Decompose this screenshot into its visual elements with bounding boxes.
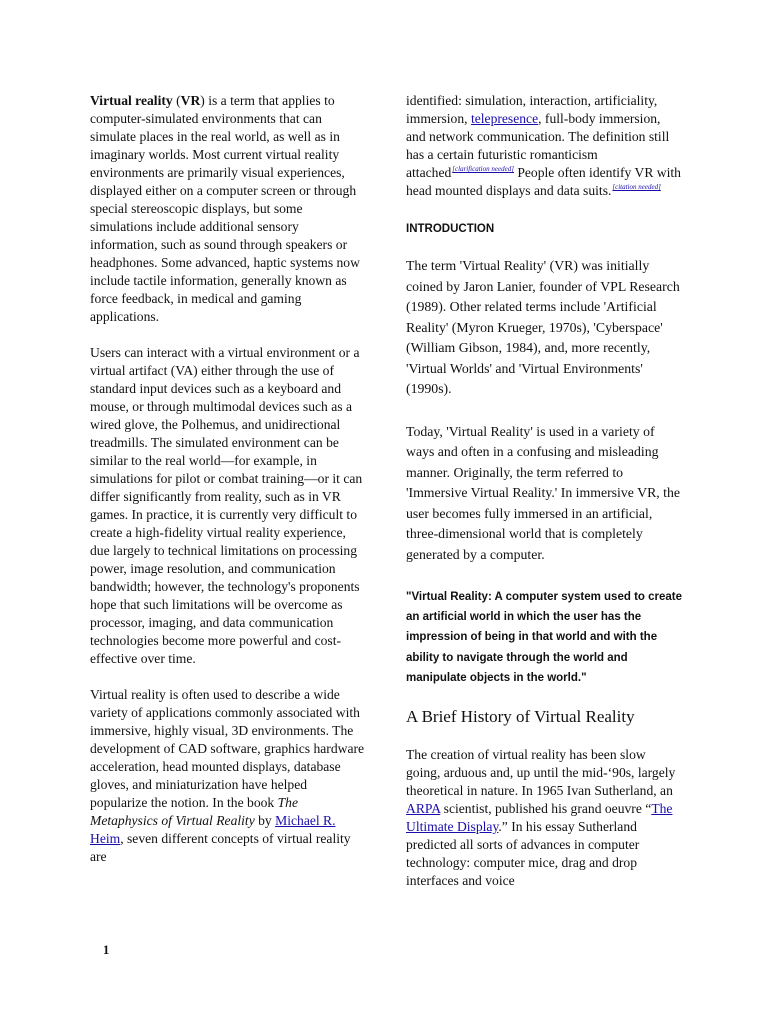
concepts-text-3: People often identify VR with head mounted displays and data suits. <box>406 165 681 198</box>
arpa-link[interactable]: ARPA <box>406 801 441 817</box>
telepresence-link[interactable]: telepresence <box>470 111 539 126</box>
term-bold: Virtual reality <box>90 93 173 108</box>
history-text-2: scientist, published his grand oeuvre “ <box>440 801 652 817</box>
applications-paragraph <box>90 686 366 866</box>
concepts-text-2: , full-body immersion, and network communication. The definition still has a certain futuristic romanticism attached <box>406 111 670 180</box>
concepts-text: identified: simulation, interaction, artificiality, immersion, <box>406 93 658 126</box>
concepts-paragraph <box>406 92 682 200</box>
vr-quote: "Virtual Reality: A computer system used to create an artificial world in which the user has the impression of being in that world and with the ability to navigate through the world and manipulate objects in the world." <box>406 591 683 684</box>
paren-open: ( <box>172 93 181 108</box>
author-link[interactable]: Michael R. Heim <box>90 813 336 846</box>
right-column <box>406 92 682 908</box>
vr-definition-paragraph <box>90 92 366 326</box>
history-text: The creation of virtual reality has been slow going, arduous and, up until the mid-‘90s, largely theoretical in nature. In 1965 Ivan Sutherland, an <box>406 747 676 799</box>
history-text-3: .” In his essay Sutherland predicted all sorts of advances in computer technology: computer mice, drag and drop interfaces and voice <box>406 819 640 889</box>
interaction-paragraph: Users can interact with a virtual environment or a virtual artifact (VA) either through the use of standard input devices such as a keyboard and mouse, or through multimodal devices such as a wired glove, the Polhemus, and unidirectional treadmills. The simulated environment can be similar to the real world—for example, in simulations for pilot or combat training—or it can differ significantly from reality, such as in VR games. In practice, it is currently very difficult to create a high-fidelity virtual reality experience, due largely to technical limitations on processing power, image resolution, and communication bandwidth; however, the technology's proponents hope that such limitations will be overcome as processor, imaging, and data communication technologies become more powerful and cost-effective over time. <box>90 345 363 666</box>
today-usage-paragraph: Today, 'Virtual Reality' is used in a variety of ways and often in a confusing and misleading manner. Originally, the term referred to 'Immersive Virtual Reality.' In immersive VR, the user becomes fully immersed in an artificial, three-dimensional world that is completely generated by a computer. <box>406 423 681 562</box>
by-text: by <box>254 813 276 828</box>
page-number: 1 <box>103 943 110 957</box>
left-column <box>90 92 366 884</box>
book-title: The Metaphysics of Virtual Reality <box>90 795 299 828</box>
history-heading: A Brief History of Virtual Reality <box>406 707 635 727</box>
term-origin-paragraph: The term 'Virtual Reality' (VR) was initially coined by Jaron Lanier, founder of VPL Research (1989). Other related terms include 'Artificial Reality' (Myron Krueger, 1970s), 'Cyberspace' (William Gibson, 1984), and, more recently, 'Virtual Worlds' and 'Virtual Environments' (1990s). <box>406 258 680 396</box>
abbr-bold: VR <box>180 93 201 108</box>
applications-text: Virtual reality is often used to describe a wide variety of applications commonly associated with immersive, highly visual, 3D environments. The development of CAD software, graphics hardware acceleration, head mounted displays, database gloves, and miniaturization have helped popularize the notion. In the book <box>90 687 365 810</box>
ultimate-display-link[interactable]: The Ultimate Display <box>406 801 673 835</box>
history-paragraph <box>406 746 682 890</box>
citation-needed-link[interactable]: [citation needed] <box>612 183 661 192</box>
definition-text: ) is a term that applies to computer-simulated environments that can simulate places in the real world, as well as in imaginary worlds. Most current virtual reality environments are primarily visual experiences, displayed either on a computer screen or through special stereoscopic displays, but some simulations include additional sensory information, such as sound through speakers or headphones. Some advanced, haptic systems now include tactile information, generally known as force feedback, in medical and gaming applications. <box>90 93 360 324</box>
applications-text-end: , seven different concepts of virtual reality are <box>90 831 351 864</box>
clarification-needed-link[interactable]: [clarification needed] <box>452 165 514 174</box>
introduction-heading: INTRODUCTION <box>406 223 495 235</box>
